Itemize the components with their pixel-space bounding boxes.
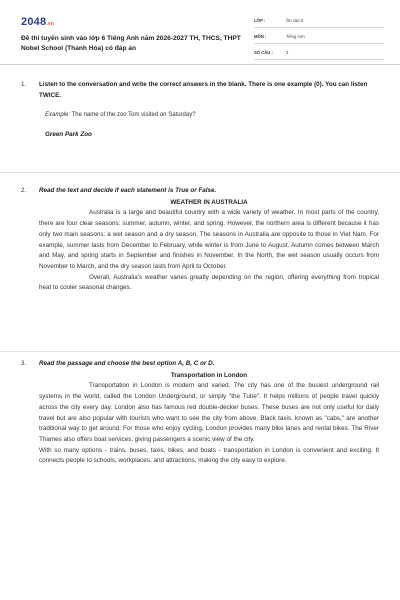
example	[45, 110, 379, 121]
logo-text: 2048	[21, 16, 47, 28]
passage-paragraph: Transportation in London is modern and varied. The city has one of the busiest underground rail systems in the world, called the London Underground, or simply "the Tube". It helps millions of people travel quickly across the city every day. London also has famous red double-decker buses. These buses are not only useful for daily travel but are also popular with tourists who want to see the city from above. Black taxis, known as "cabs," are another traditional way to get around. For those who enjoy cycling, London provides many bike lanes and rental bikes. The River Thames also offers boat services, giving passengers a scenic view of the city.	[39, 382, 379, 443]
example-answer: Green Park Zoo	[45, 131, 92, 139]
header	[0, 0, 400, 62]
document-title: Đề thi tuyển sinh vào lớp 6 Tiếng Anh năm 2026-2027 TH, THCS, THPT Nobel School (Thanh Hóa) có đáp án	[21, 35, 241, 52]
question-number: 3.	[21, 360, 27, 367]
site-logo[interactable]	[21, 16, 54, 28]
header-divider	[0, 64, 400, 65]
passage-paragraph: With so many options - trains, buses, taxis, bikes, and boats - transportation in London is convenient and exciting. It connects people to schools, workplaces, and attractions, making the city easy to explore.	[39, 446, 379, 465]
meta-label: MÔN :	[254, 34, 267, 39]
example-label: Example:	[45, 112, 71, 119]
section-divider	[0, 351, 400, 352]
meta-value: Tiếng Anh	[286, 34, 305, 39]
question-instruction: Read the passage and choose the best option A, B, C or D.	[39, 360, 215, 367]
meta-value: 3	[286, 50, 289, 55]
example-text: The name of the zoo Tom visited on Saturday?	[71, 112, 196, 119]
question-number: 2.	[21, 187, 27, 194]
meta-info	[254, 16, 384, 64]
logo-suffix: .vn	[46, 21, 55, 27]
passage-paragraph: Overall, Australia's weather varies greatly depending on the region, offering everything from tropical heat to cooler seasonal changes.	[39, 273, 379, 292]
meta-row-subject	[254, 32, 384, 44]
meta-value: Ôn vào 6	[286, 18, 303, 23]
question-instruction: Read the text and decide if each statement is True or False.	[39, 187, 217, 194]
passage-title: WEATHER IN AUSTRALIA	[170, 198, 248, 206]
meta-row-question-count	[254, 48, 384, 60]
passage-paragraph: Australia is a large and beautiful country with a wide variety of weather. In most parts of the country, there are four clear seasons: summer, autumn, winter, and spring. However, the northern area is different because it has only two main seasons: a wet season and a dry season. The seasons in Australia are opposite to those in Viet Nam. For example, summer lasts from December to February, while winter is from June to August. Autumn comes between March and May, and spring starts in September and finishes in November. In the North, the wet season usually occurs from November to March, and the dry season lasts from April to October.	[39, 209, 379, 270]
question-body	[39, 359, 379, 467]
meta-row-class	[254, 16, 384, 28]
passage-title: Transportation in London	[170, 371, 248, 379]
meta-label: LỚP :	[254, 18, 266, 23]
question-instruction: Listen to the conversation and write the correct answers in the blank. There is one example (0). You can listen TWICE.	[39, 81, 368, 99]
meta-label: SỐ CÂU :	[254, 50, 273, 55]
section-divider	[0, 172, 400, 173]
question-number: 1.	[21, 81, 27, 88]
question-body	[39, 186, 379, 294]
question-body	[39, 80, 379, 141]
